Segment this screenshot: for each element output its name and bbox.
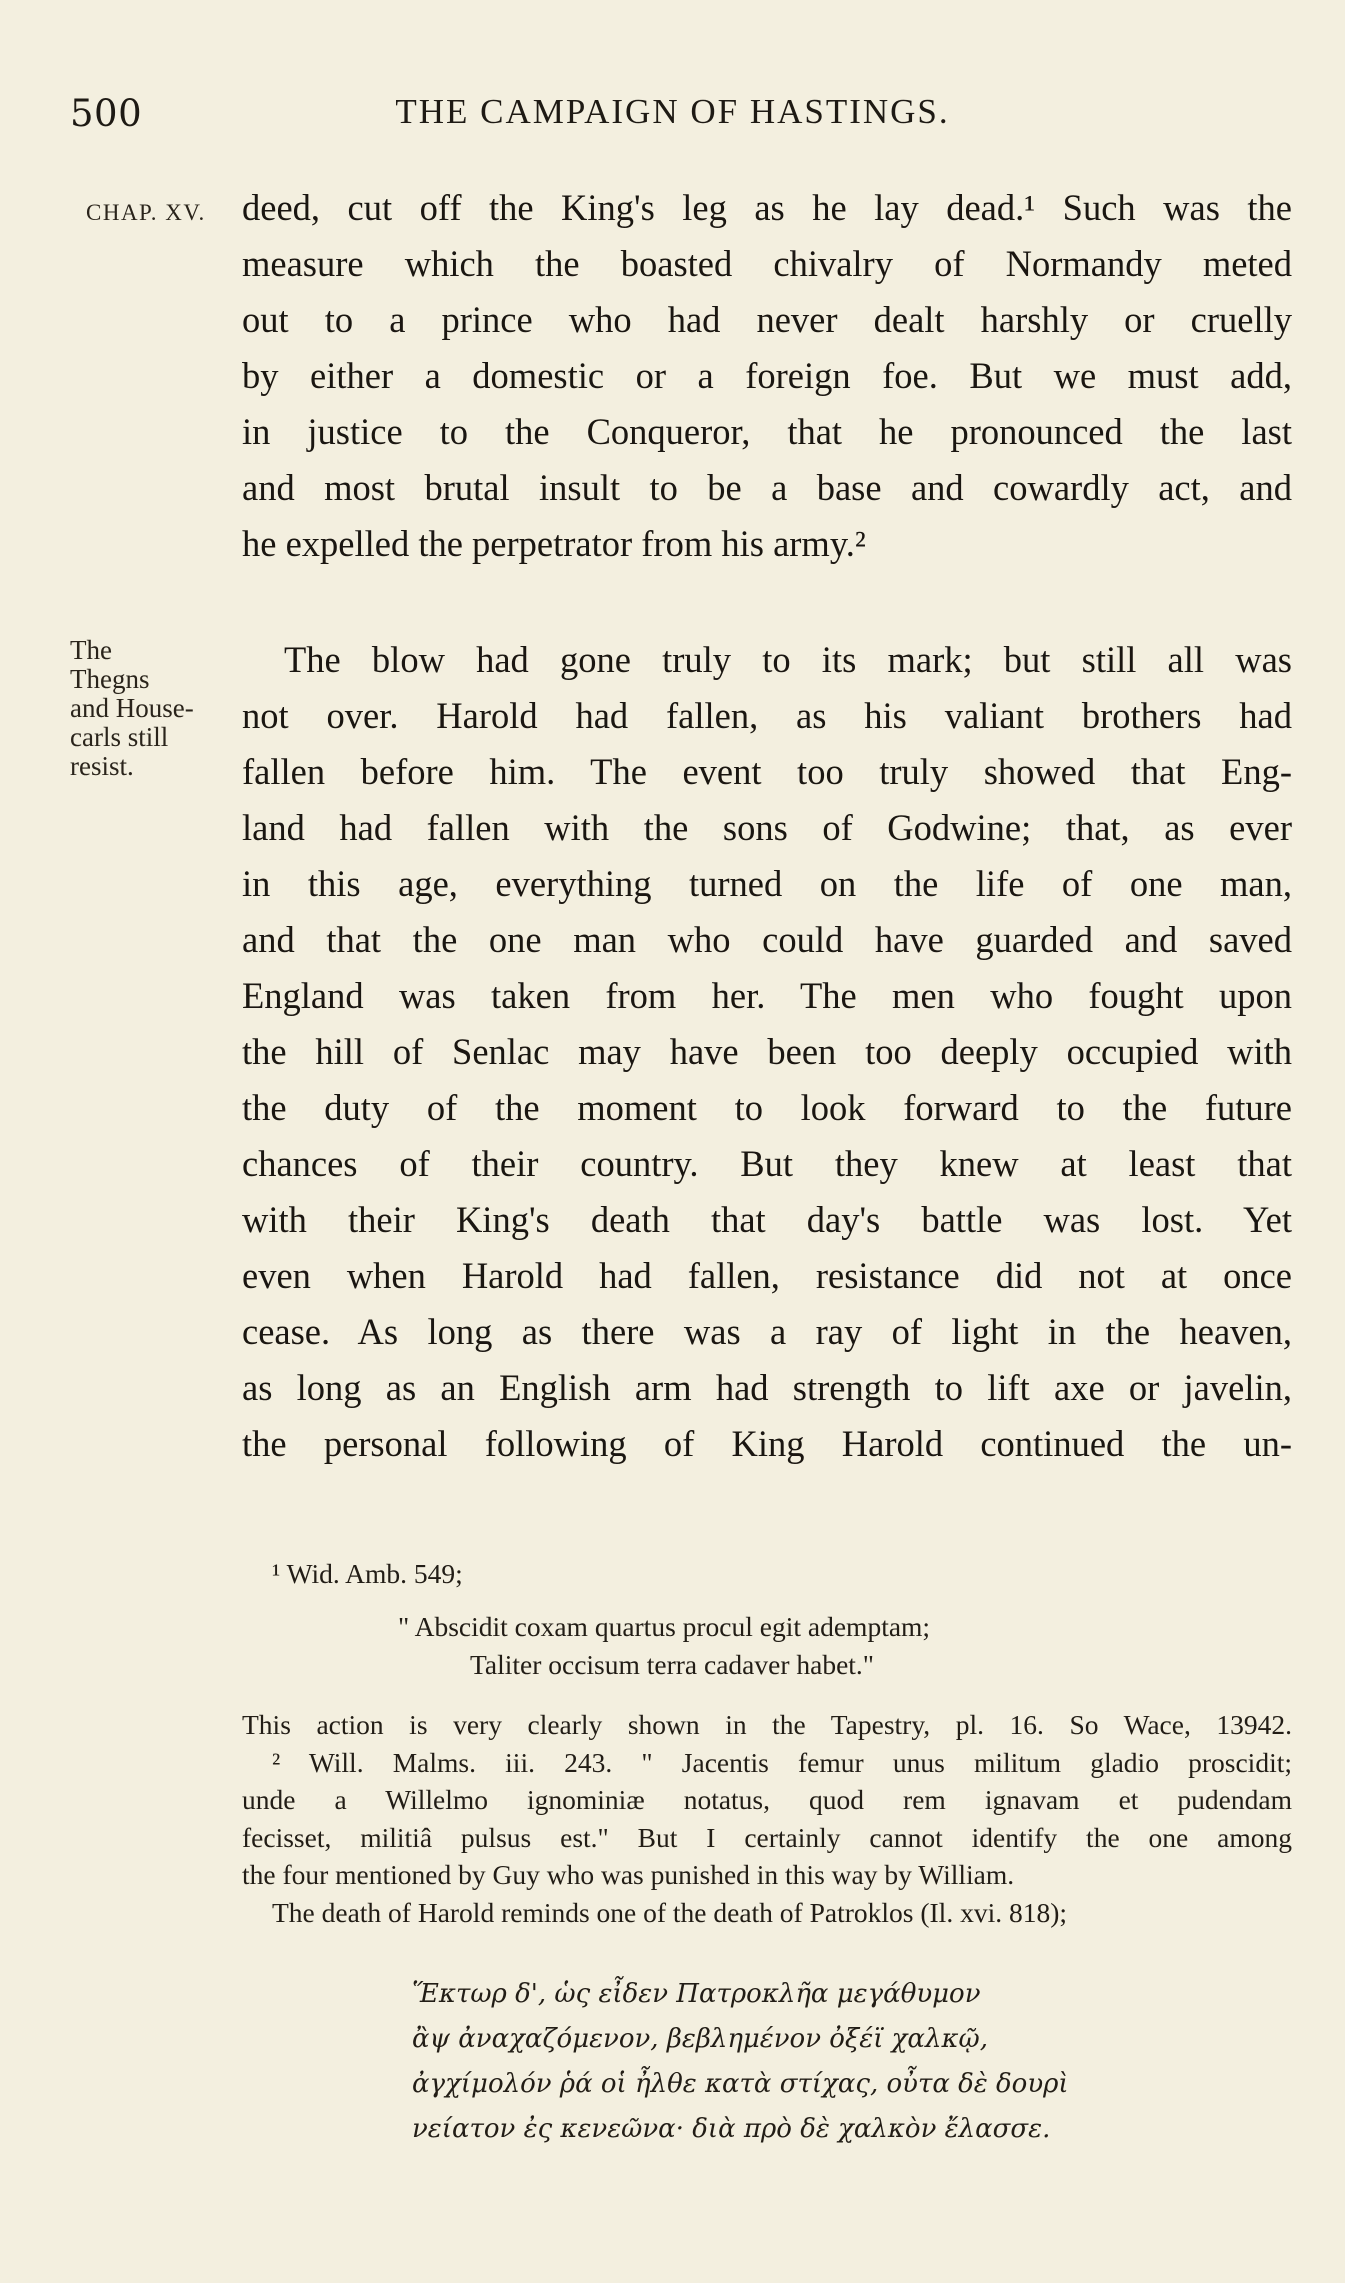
text-line: and most brutal insult to be a base and cowardly act, and (242, 467, 1292, 508)
running-head: THE CAMPAIGN OF HASTINGS. (395, 92, 950, 131)
footnote-line: the four mentioned by Guy who was punished in this way by William. (242, 1859, 1015, 1890)
footnotes (242, 1706, 1292, 1931)
margin-note (70, 636, 230, 781)
footnote-quote (398, 1608, 1298, 1683)
text-line: he expelled the perpetrator from his army.² (242, 523, 866, 564)
text-line: the hill of Senlac may have been too deeply occupied with (242, 1031, 1292, 1072)
footnote-line: ² Will. Malms. iii. 243. " Jacentis femur unus militum gladio proscidit; (272, 1746, 1292, 1778)
text-line: measure which the boasted chivalry of Normandy meted (242, 243, 1292, 284)
text-line: even when Harold had fallen, resistance did not at once (242, 1255, 1292, 1296)
text-line: and that the one man who could have guarded and saved (242, 919, 1292, 960)
footnote-line: ¹ Wid. Amb. 549; (272, 1558, 463, 1589)
text-line: England was taken from her. The men who fought upon (242, 975, 1292, 1016)
margin-note-line: resist. (70, 751, 134, 781)
text-line: in justice to the Conqueror, that he pronounced the last (242, 411, 1292, 452)
quote-line: Taliter occisum terra cadaver habet." (470, 1648, 875, 1680)
text-line: not over. Harold had fallen, as his valiant brothers had (242, 695, 1292, 736)
greek-line: Ἕκτωρ δ', ὡς εἶδεν Πατροκλῆα μεγάθυμον (412, 1979, 981, 2009)
margin-note-line: The (70, 635, 112, 665)
body-paragraph-1 (242, 180, 1292, 572)
text-line: chances of their country. But they knew at least that (242, 1143, 1292, 1184)
text-line: the personal following of King Harold continued the un- (242, 1423, 1292, 1464)
text-line: by either a domestic or a foreign foe. But we must add, (242, 355, 1292, 396)
page-number: 500 (70, 92, 143, 135)
text-line: as long as an English arm had strength to lift axe or javelin, (242, 1367, 1292, 1408)
greek-line: νείατον ἐς κενεῶνα· διὰ πρὸ δὲ χαλκὸν ἔλασσε. (412, 2114, 1051, 2144)
text-line: the duty of the moment to look forward to the future (242, 1087, 1292, 1128)
text-line: land had fallen with the sons of Godwine; that, as ever (242, 807, 1292, 848)
greek-line: ἂψ ἀναχαζόμενον, βεβλημένον ὀξέϊ χαλκῷ, (412, 2024, 988, 2054)
text-line: fallen before him. The event too truly showed that Eng- (242, 751, 1292, 792)
text-line: with their King's death that day's battle was lost. Yet (242, 1199, 1292, 1240)
text-line: out to a prince who had never dealt harshly or cruelly (242, 299, 1292, 340)
body-paragraph-2 (242, 632, 1292, 1472)
margin-note-line: Thegns (70, 664, 150, 694)
chapter-label: CHAP. XV. (86, 200, 206, 225)
footnote-line: This action is very clearly shown in the Tapestry, pl. 16. So Wace, 13942. (242, 1709, 1292, 1740)
footnote-line: fecisset, militiâ pulsus est." But I certainly cannot identify the one among (242, 1821, 1292, 1853)
footnote-line: unde a Willelmo ignominiæ notatus, quod rem ignavam et pudendam (242, 1784, 1292, 1815)
greek-quotation (412, 1972, 1292, 2152)
text-line: in this age, everything turned on the life of one man, (242, 863, 1292, 904)
greek-line: ἀγχίμολόν ῥά οἱ ἦλθε κατὰ στίχας, οὖτα δὲ δουρὶ (412, 2069, 1069, 2099)
text-line: deed, cut off the King's leg as he lay dead.¹ Such was the (242, 187, 1292, 228)
text-line: The blow had gone truly to its mark; but still all was (284, 639, 1292, 680)
margin-note-line: and House- (70, 693, 194, 723)
footnote-line: The death of Harold reminds one of the death of Patroklos (Il. xvi. 818); (272, 1896, 1068, 1928)
text-line: cease. As long as there was a ray of light in the heaven, (242, 1311, 1292, 1352)
quote-line: " Abscidit coxam quartus procul egit ademptam; (398, 1611, 931, 1642)
footnote-1-ref (272, 1555, 1322, 1593)
margin-note-line: carls still (70, 722, 169, 752)
